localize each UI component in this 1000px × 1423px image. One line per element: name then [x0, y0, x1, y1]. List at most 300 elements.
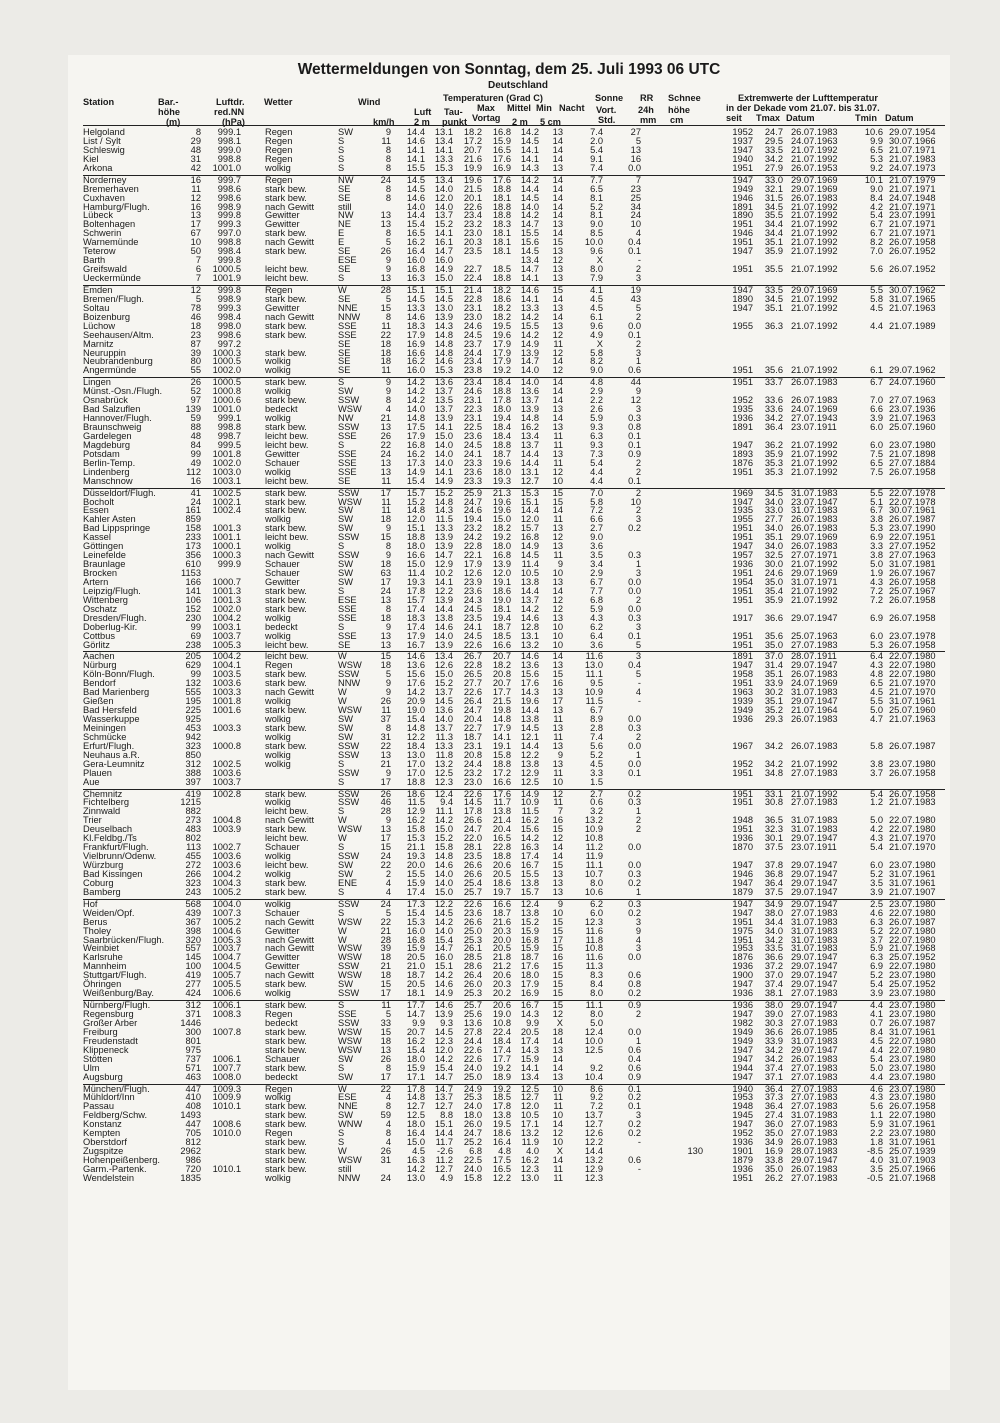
table-cell: Greifswald: [83, 264, 127, 275]
table-cell: 2.6: [590, 404, 603, 415]
table-cell: bedeckt: [265, 404, 298, 415]
header-bar2: höhe: [158, 107, 180, 117]
table-cell: Gewitter: [265, 302, 300, 313]
table-cell: 34.2: [764, 413, 783, 424]
table-cell: 31.07.1981: [889, 559, 936, 570]
table-cell: 5.0: [870, 815, 883, 826]
table-cell: 14: [552, 356, 563, 367]
table-cell: ESE: [338, 594, 357, 605]
table-cell: stark bew.: [265, 722, 307, 733]
table-cell: Regen: [265, 174, 293, 185]
table-cell: 6.0: [870, 630, 883, 641]
table-cell: 1004.7: [212, 952, 241, 963]
table-cell: stark bew.: [265, 594, 307, 605]
table-cell: 11.5: [521, 806, 539, 817]
table-cell: 12: [552, 255, 563, 266]
table-cell: 16.4: [492, 1137, 511, 1148]
table-cell: Berlin-Temp.: [83, 457, 136, 468]
table-cell: nach Gewitt: [265, 815, 315, 826]
table-cell: Wasserkuppe: [83, 714, 140, 724]
table-cell: Gewitter: [265, 961, 300, 972]
table-cell: 18.5: [492, 264, 511, 275]
table-cell: 6.0: [870, 860, 883, 870]
table-cell: 6.5: [590, 183, 603, 194]
table-cell: 1936: [732, 413, 753, 424]
table-cell: 18.4: [406, 740, 425, 751]
table-cell: 21.07.1968: [889, 943, 936, 954]
table-cell: 13: [552, 127, 563, 137]
table-cell: 14.3: [520, 687, 539, 698]
table-cell: 27.07.1983: [791, 1083, 838, 1094]
table-cell: 999.8: [217, 210, 241, 221]
table-cell: Stötten: [83, 1053, 113, 1064]
table-cell: 29.07.1947: [791, 979, 838, 990]
table-cell: Doberlug-Kir.: [83, 621, 138, 632]
table-cell: 1955: [732, 320, 753, 331]
table-cell: 80: [190, 356, 201, 367]
table-cell: SW: [338, 860, 353, 870]
table-cell: 7.9: [590, 273, 603, 283]
table-cell: 12.5: [406, 1110, 425, 1121]
table-cell: 16: [630, 153, 641, 164]
table-cell: WSW: [338, 952, 362, 963]
table-cell: 21.07.1970: [889, 842, 936, 853]
table-cell: stark bew.: [265, 788, 307, 799]
table-cell: 30.2: [764, 687, 783, 698]
table-cell: 34.9: [764, 1137, 783, 1148]
table-cell: 21: [380, 413, 391, 424]
table-cell: 16.5: [492, 1163, 511, 1174]
table-cell: SE: [338, 293, 351, 304]
table-cell: 1002.0: [212, 603, 241, 614]
table-cell: 18.4: [492, 430, 511, 441]
table-cell: 21.07.1992: [791, 153, 838, 164]
table-cell: 29.07.1947: [791, 660, 838, 671]
table-cell: 17.9: [492, 347, 511, 358]
table-cell: 18.5: [492, 1092, 511, 1103]
table-cell: Gewitter: [265, 576, 300, 587]
table-cell: 25.07.1966: [889, 1163, 936, 1174]
table-cell: 1952: [732, 127, 753, 137]
table-cell: 8.4: [590, 979, 603, 990]
table-cell: Osnabrück: [83, 395, 128, 406]
table-cell: 25.2: [463, 1137, 482, 1148]
table-cell: 13: [552, 404, 563, 415]
table-cell: 21.07.1992: [791, 320, 838, 331]
table-cell: 15.4: [434, 934, 453, 945]
table-cell: 22.3: [463, 404, 482, 415]
table-cell: 26.07.1958: [889, 788, 936, 799]
table-cell: 1004.2: [212, 612, 241, 623]
table-cell: 11.6: [585, 651, 603, 662]
table-cell: 12: [552, 329, 563, 340]
table-cell: 419: [185, 970, 201, 981]
table-cell: 17.9: [492, 722, 511, 733]
table-cell: 14.8: [434, 347, 453, 358]
table-cell: 1936: [732, 988, 753, 999]
table-cell: Bamberg: [83, 886, 121, 897]
table-cell: stark bew.: [265, 329, 307, 340]
table-cell: 38.0: [764, 907, 783, 918]
table-cell: 1951: [732, 767, 753, 778]
table-cell: Aachen: [83, 651, 115, 662]
table-cell: 1010.1: [212, 1101, 241, 1112]
table-cell: 20.5: [520, 1026, 539, 1037]
table-cell: WSW: [338, 660, 362, 671]
table-cell: 34.9: [764, 898, 783, 909]
table-cell: 26.07.1958: [889, 594, 936, 605]
table-cell: 20.5: [406, 979, 425, 990]
table-cell: 4.5: [590, 293, 603, 304]
table-cell: 1954: [732, 576, 753, 587]
table-cell: S: [338, 135, 345, 146]
table-cell: 13: [552, 687, 563, 698]
table-cell: 27.07.1983: [791, 1172, 838, 1183]
table-cell: 13.6: [463, 1017, 482, 1028]
table-cell: 2: [635, 311, 641, 322]
table-cell: S: [338, 144, 345, 155]
table-cell: 14.5: [406, 174, 425, 185]
table-cell: 11.6: [585, 925, 603, 936]
table-cell: 24.1: [463, 621, 482, 632]
table-cell: 1939: [732, 696, 753, 707]
table-cell: 37.5: [764, 842, 783, 853]
table-cell: 15.5: [520, 868, 539, 879]
header-luft2: red.NN: [214, 107, 245, 117]
table-cell: 1947: [732, 660, 753, 671]
table-cell: 23.4: [463, 377, 482, 388]
table-cell: 999.0: [217, 144, 241, 155]
table-cell: Braunschweig: [83, 422, 142, 432]
table-cell: 1949: [732, 183, 753, 194]
table-cell: 13: [630, 144, 641, 155]
table-cell: Artern: [83, 576, 109, 587]
table-cell: 24.5: [463, 603, 482, 614]
table-cell: NW: [338, 174, 354, 185]
table-cell: 23.07.1980: [889, 1053, 936, 1064]
table-cell: 6.7: [870, 377, 883, 388]
table-cell: -: [637, 696, 641, 707]
table-cell: 29.07.1947: [791, 1044, 838, 1055]
table-cell: 11.7: [435, 1137, 453, 1148]
header-datum-min: Datum: [885, 113, 914, 123]
table-cell: SE: [338, 264, 351, 275]
table-cell: 27: [630, 127, 641, 137]
table-cell: 15: [552, 669, 563, 680]
table-cell: 8.4: [870, 192, 883, 203]
table-cell: wolkig: [265, 1172, 291, 1183]
table-cell: 9: [385, 678, 391, 689]
table-cell: 13: [552, 422, 563, 432]
table-cell: 1004.2: [212, 651, 241, 662]
table-cell: Gewitter: [265, 952, 300, 963]
table-cell: 21.07.1989: [889, 320, 936, 331]
table-cell: 17.9: [406, 430, 425, 441]
table-cell: 31.07.1983: [791, 815, 838, 826]
table-cell: 1951: [732, 678, 753, 689]
table-cell: 243: [185, 886, 201, 897]
table-cell: 999.8: [217, 284, 241, 295]
table-cell: wolkig: [265, 162, 291, 173]
table-cell: 29.07.1947: [791, 696, 838, 707]
table-cell: 1947: [732, 144, 753, 155]
table-cell: Kempten: [83, 1128, 121, 1139]
table-cell: 15: [552, 824, 563, 835]
table-cell: 16.7: [520, 860, 539, 870]
table-cell: 26.07.1985: [791, 1026, 838, 1037]
table-cell: 9.0: [590, 365, 603, 376]
table-cell: 25.07.1967: [889, 585, 936, 596]
table-cell: 48: [190, 144, 201, 155]
table-cell: Frankfurt/Flugh.: [83, 842, 149, 853]
table-cell: 12.0: [434, 1044, 453, 1055]
table-cell: 33.7: [764, 377, 783, 388]
table-cell: 12.0: [434, 192, 453, 203]
table-cell: 15.8: [492, 749, 511, 760]
table-cell: 8: [385, 722, 391, 733]
table-cell: 12.7: [434, 1163, 453, 1174]
table-cell: SSE: [338, 448, 357, 459]
table-cell: 8.2: [870, 237, 883, 248]
table-cell: 18.0: [463, 1110, 482, 1121]
table-cell: 22: [380, 439, 391, 450]
table-cell: 43: [630, 293, 641, 304]
table-cell: 17.8: [463, 806, 482, 817]
table-cell: stark bew.: [265, 377, 307, 388]
header-tmin: Tmin: [855, 113, 877, 123]
table-cell: 4: [385, 877, 391, 888]
table-cell: 0.0: [628, 714, 641, 724]
table-cell: ESE: [338, 255, 357, 266]
table-cell: 1: [635, 886, 641, 897]
header-schnee2: höhe: [668, 105, 690, 115]
table-cell: 14.6: [434, 860, 453, 870]
table-cell: 22.07.1980: [889, 651, 936, 662]
table-cell: 112: [186, 466, 201, 477]
table-cell: 1009.9: [212, 1092, 241, 1103]
table-cell: 1936: [732, 833, 753, 844]
table-cell: 15.9: [492, 135, 511, 146]
table-cell: 16.9: [764, 1146, 783, 1157]
table-cell: 1003.3: [212, 687, 241, 698]
table-cell: 26: [380, 1146, 391, 1157]
table-cell: 5.4: [590, 457, 603, 468]
table-cell: SW: [338, 979, 353, 990]
table-cell: 13.6: [434, 377, 453, 388]
table-cell: 14.1: [434, 466, 453, 477]
table-cell: 29.07.1947: [791, 886, 838, 897]
table-cell: 12: [552, 594, 563, 605]
table-cell: 13: [552, 246, 563, 257]
table-cell: 4.4: [870, 320, 883, 331]
table-cell: 14.9: [520, 541, 539, 552]
table-cell: 14: [552, 651, 563, 662]
header-dekade: in der Dekade vom 21.07. bis 31.07.: [726, 103, 880, 113]
table-cell: 158: [185, 523, 201, 534]
table-cell: 8: [385, 311, 391, 322]
table-cell: 13: [552, 758, 563, 769]
table-cell: 35.2: [764, 705, 783, 716]
table-cell: 1008.0: [212, 1071, 241, 1082]
table-cell: Bremen/Flugh.: [83, 293, 144, 304]
table-cell: S: [338, 1000, 345, 1011]
table-cell: 1002.0: [212, 365, 241, 376]
table-cell: 14.0: [434, 183, 453, 194]
table-cell: stark bew.: [265, 1000, 307, 1011]
table-cell: 11.1: [585, 669, 603, 680]
table-cell: 14.0: [434, 877, 453, 888]
table-cell: 5: [635, 135, 641, 146]
table-cell: 11: [553, 550, 563, 561]
table-cell: 28: [380, 934, 391, 945]
table-cell: 15.4: [406, 1044, 425, 1055]
table-cell: 15.3: [434, 365, 453, 376]
header-rr3: mm: [640, 115, 657, 125]
table-cell: 20.8: [463, 749, 482, 760]
table-cell: 20.3: [463, 237, 482, 248]
table-cell: 30.1: [764, 833, 783, 844]
table-cell: 5: [385, 1009, 391, 1019]
table-cell: 15.5: [520, 228, 539, 239]
table-cell: 14.2: [434, 815, 453, 826]
table-cell: 22.8: [463, 541, 482, 552]
table-cell: Bad Lippspringe: [83, 523, 151, 534]
table-cell: 1947: [732, 1053, 753, 1064]
table-cell: 13.3: [520, 302, 539, 313]
table-cell: stark bew.: [265, 505, 307, 516]
table-cell: 14.8: [434, 329, 453, 340]
table-cell: 15: [552, 916, 563, 927]
table-cell: stark bew.: [265, 183, 307, 194]
table-cell: 6.9: [870, 532, 883, 543]
table-cell: 36.2: [764, 439, 783, 450]
table-cell: 21.07.1992: [791, 246, 838, 257]
table-cell: W: [338, 687, 347, 698]
table-cell: 8: [385, 1062, 391, 1073]
table-cell: 21.07.1971: [889, 144, 936, 155]
table-cell: 801: [185, 1035, 201, 1046]
table-cell: 3.5: [870, 877, 883, 888]
table-cell: 14.7: [434, 246, 453, 257]
table-cell: 14.7: [434, 550, 453, 561]
table-cell: 6.4: [870, 651, 883, 662]
table-cell: Regensburg: [83, 1009, 134, 1019]
table-cell: 15.3: [406, 833, 425, 844]
table-row: [83, 778, 945, 787]
table-cell: 388: [185, 767, 201, 778]
table-cell: 2: [635, 1009, 641, 1019]
table-cell: 36.0: [764, 1119, 783, 1130]
table-cell: Freiburg: [83, 1026, 118, 1037]
table-cell: Ueckermünde: [83, 273, 141, 283]
header-min: Min: [536, 103, 552, 113]
table-cell: 397: [185, 776, 201, 787]
table-cell: 18.0: [492, 404, 511, 415]
table-cell: 27.07.1963: [889, 550, 936, 561]
table-cell: wolkig: [265, 356, 291, 367]
table-cell: 3: [635, 651, 641, 662]
table-cell: nach Gewitt: [265, 934, 315, 945]
table-cell: 15.6: [520, 237, 539, 248]
table-cell: X: [556, 1146, 563, 1157]
table-row: [83, 423, 945, 432]
table-cell: 13: [552, 576, 563, 587]
header-wetter: Wetter: [264, 97, 293, 107]
table-cell: 14.0: [434, 457, 453, 468]
table-cell: 3.6: [590, 541, 603, 552]
table-cell: 26.1: [463, 943, 482, 954]
table-cell: 14.5: [463, 797, 482, 808]
table-cell: 6.5: [870, 144, 883, 155]
table-cell: 18.6: [406, 788, 425, 799]
table-cell: 59: [380, 1110, 391, 1121]
table-cell: 8: [385, 192, 391, 203]
table-cell: 1952: [732, 395, 753, 406]
table-cell: 17.9: [463, 559, 482, 570]
table-cell: 13.8: [520, 907, 539, 918]
table-cell: 13.8: [520, 877, 539, 888]
table-cell: 26.07.1983: [791, 714, 838, 724]
table-cell: 1835: [180, 1172, 201, 1183]
table-cell: 14.5: [434, 293, 453, 304]
table-cell: 1000.5: [212, 356, 241, 367]
table-cell: 26.07.1958: [889, 612, 936, 623]
table-cell: 20.7: [463, 144, 482, 155]
table-cell: 7.0: [870, 246, 883, 257]
table-cell: 14.1: [492, 731, 511, 742]
table-cell: 161: [185, 505, 201, 516]
table-cell: 1003.6: [212, 851, 241, 862]
table-cell: 14: [552, 192, 563, 203]
table-cell: 24: [380, 898, 391, 909]
table-cell: Konstanz: [83, 1119, 122, 1130]
table-cell: Aue: [83, 776, 100, 787]
table-cell: 10.1: [864, 174, 883, 185]
table-cell: 24.6: [463, 320, 482, 331]
table-cell: 26.4: [463, 696, 482, 707]
table-cell: 0.8: [628, 422, 641, 432]
table-cell: 16.0: [406, 255, 425, 266]
table-cell: 18: [380, 347, 391, 358]
table-cell: 11: [381, 320, 391, 331]
table-cell: 27.07.1983: [791, 767, 838, 778]
table-cell: 21: [380, 758, 391, 769]
table-cell: 26.07.1983: [791, 1137, 838, 1148]
table-cell: Kassel: [83, 532, 111, 543]
table-cell: 8: [385, 228, 391, 239]
table-cell: 22.07.1980: [889, 1110, 936, 1121]
table-cell: 12.3: [584, 1172, 603, 1183]
table-cell: S: [338, 842, 345, 853]
table-cell: 0.1: [628, 439, 641, 450]
table-cell: 18.2: [463, 127, 482, 137]
table-cell: 1951: [732, 788, 753, 799]
table-cell: 22.8: [463, 660, 482, 671]
table-cell: 7: [557, 806, 563, 817]
table-cell: 139: [185, 404, 201, 415]
table-cell: 14.1: [406, 153, 425, 164]
table-cell: 1007.7: [212, 1062, 241, 1073]
table-cell: 19.4: [492, 413, 511, 424]
table-cell: 20.6: [492, 1000, 511, 1011]
table-cell: 26.07.1987: [889, 1017, 936, 1028]
table-cell: 14.0: [434, 868, 453, 879]
table-cell: 22.0: [463, 833, 482, 844]
table-cell: 1958: [732, 669, 753, 680]
table-row: [83, 989, 945, 998]
table-cell: 18.6: [492, 293, 511, 304]
table-cell: 16: [190, 201, 201, 212]
